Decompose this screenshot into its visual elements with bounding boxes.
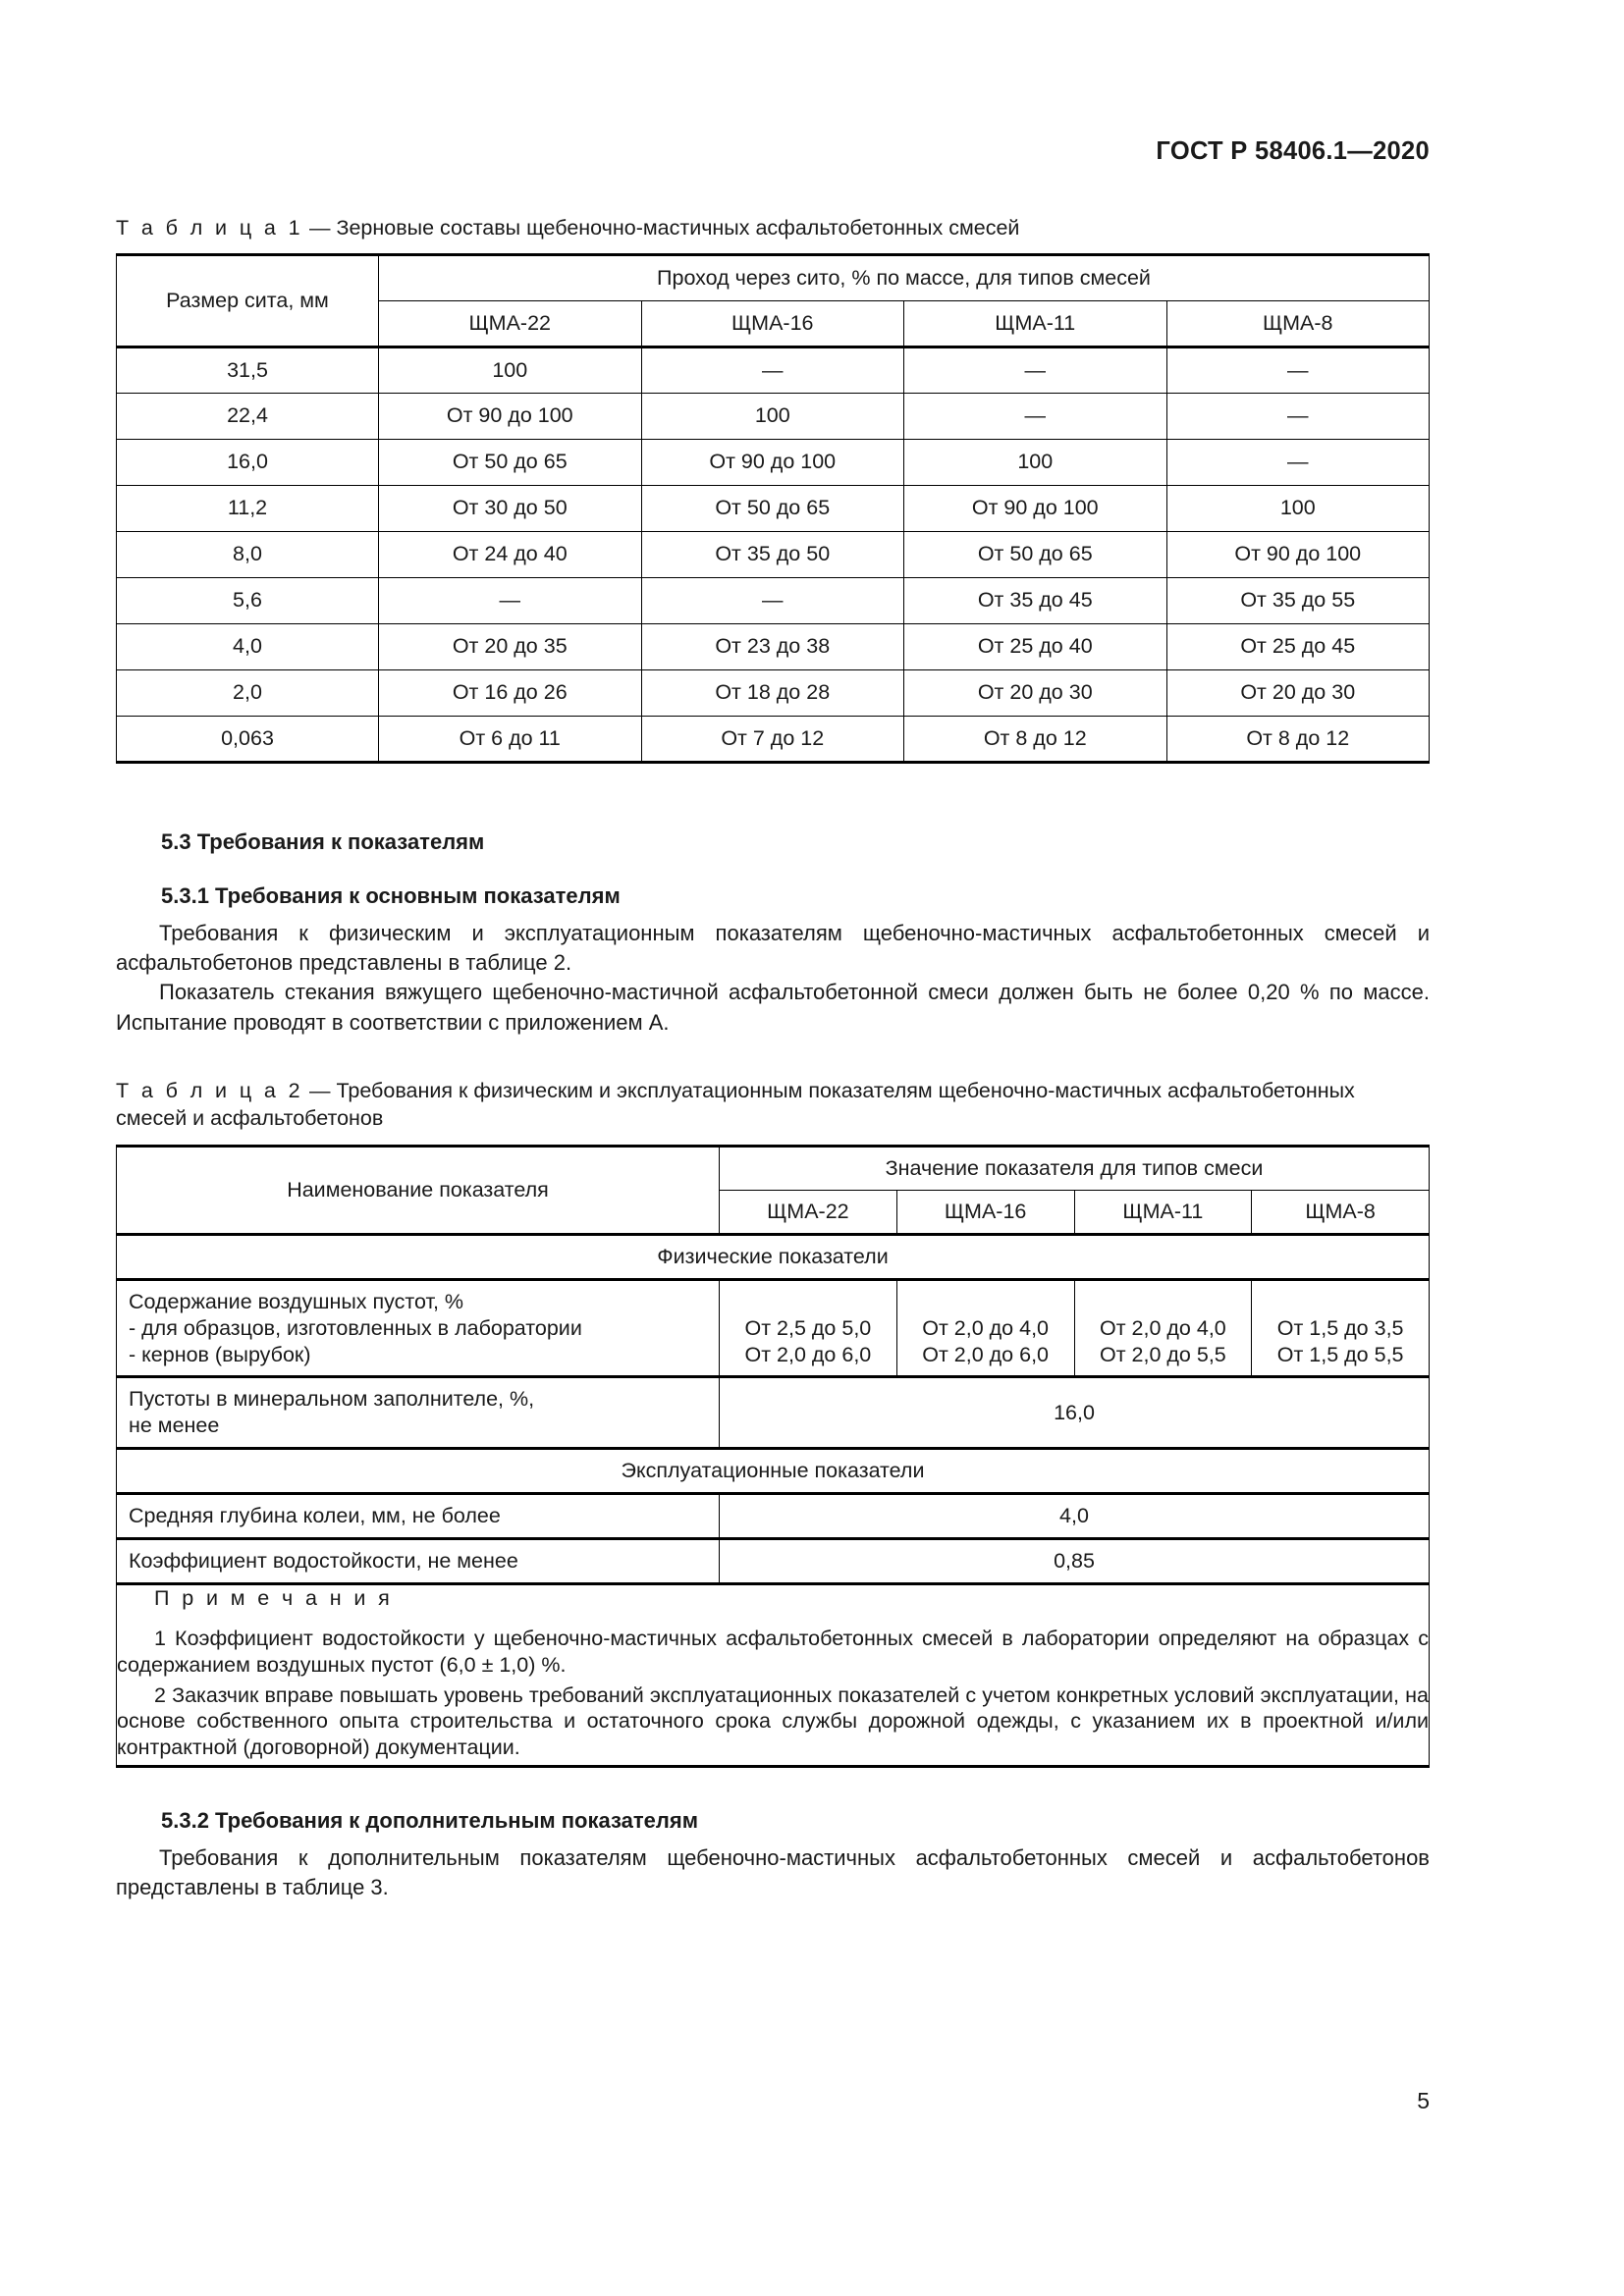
table1-cell: От 90 до 100 [641, 440, 904, 486]
note-1: 1 Коэффициент водостойкости у щебеночно-мастичных асфальтобетонных смесей в лаборатории определяют на образцах с содержанием воздушных пустот (6,0 ± 1,0) %. [117, 1626, 1429, 1677]
table-row [117, 532, 1430, 578]
table1-cell: — [904, 347, 1167, 394]
table2-cell-air-voids-0 [720, 1279, 897, 1377]
table1-cell: От 18 до 28 [641, 670, 904, 717]
table1-cell: — [1166, 394, 1430, 440]
table-row [117, 255, 1430, 301]
table1-sieve: 11,2 [117, 486, 379, 532]
vma-line2: не менее [129, 1414, 220, 1438]
table1-cell: От 7 до 12 [641, 717, 904, 763]
notes-title: П р и м е ч а н и я [154, 1585, 394, 1610]
air-voids-core-1: От 2,0 до 6,0 [922, 1342, 1050, 1366]
page-number: 5 [1417, 2088, 1430, 2113]
table2-row-air-voids-name [117, 1279, 720, 1377]
page-header-standard-number: ГОСТ Р 58406.1—2020 [1156, 137, 1430, 165]
table1-cell: — [641, 578, 904, 624]
table1-header-mix-3: ЩМА-8 [1166, 301, 1430, 347]
note-2: 2 Заказчик вправе повышать уровень требований эксплуатационных показателей с учетом конкретных условий эксплуатации, на основе собственного опыта строительства и остаточного срока службы дорожной одежды, с указанием их в проектной и/или контрактной (договорной) документации. [117, 1682, 1429, 1760]
table-row [117, 1234, 1430, 1279]
table1-cell: От 6 до 11 [379, 717, 642, 763]
section-53-block [161, 828, 1430, 910]
table1-header-mix-1: ЩМА-16 [641, 301, 904, 347]
vma-line1: Пустоты в минеральном заполнителе, %, [129, 1387, 535, 1412]
spacer [161, 857, 1430, 882]
table2-header-indicator-name: Наименование показателя [117, 1146, 720, 1234]
air-voids-lab-3: От 1,5 до 3,5 [1276, 1315, 1404, 1340]
table2-notes [117, 1583, 1430, 1766]
table-physical-operational-requirements [116, 1145, 1430, 1768]
table-grain-composition [116, 253, 1430, 764]
heading-5-3-2: 5.3.2 Требования к дополнительным показателям [161, 1808, 698, 1834]
table-row [117, 578, 1430, 624]
section-532-block [161, 1807, 1430, 1836]
table-row [117, 347, 1430, 394]
table-row [117, 1583, 1430, 1766]
table-row [117, 624, 1430, 670]
table1-cell: — [904, 394, 1167, 440]
table-row [117, 1377, 1430, 1449]
table2-section-operational: Эксплуатационные показатели [117, 1449, 1430, 1494]
table1-sieve: 4,0 [117, 624, 379, 670]
table2-header-mix-2: ЩМА-11 [1074, 1190, 1252, 1234]
spacer [116, 1768, 1430, 1807]
table-row [117, 1279, 1430, 1377]
paragraph-5-3-1-intro: Требования к физическим и эксплуатационным показателям щебеночно-мастичных асфальтобетонных смесей и асфальтобетонов представлены в таблице 2. [116, 920, 1430, 975]
table-row [117, 394, 1430, 440]
table2-cell-air-voids-2 [1074, 1279, 1252, 1377]
table2-cell-rut-value: 4,0 [720, 1494, 1430, 1539]
air-voids-core-3: От 1,5 до 5,5 [1276, 1342, 1404, 1366]
table2-header-mix-0: ЩМА-22 [720, 1190, 897, 1234]
table-row [117, 1146, 1430, 1190]
table1-caption-text: — Зерновые составы щебеночно-мастичных асфальтобетонных смесей [303, 216, 1020, 240]
table1-cell: 100 [641, 394, 904, 440]
table1-sieve: 31,5 [117, 347, 379, 394]
table1-sieve: 16,0 [117, 440, 379, 486]
table1-cell: От 23 до 38 [641, 624, 904, 670]
table1-header-mix-0: ЩМА-22 [379, 301, 642, 347]
table1-cell: От 90 до 100 [1166, 532, 1430, 578]
air-voids-lab-1: От 2,0 до 4,0 [922, 1315, 1050, 1340]
table1-sieve: 22,4 [117, 394, 379, 440]
table1-cell: От 25 до 45 [1166, 624, 1430, 670]
table1-cell: — [1166, 440, 1430, 486]
table1-cell: От 35 до 50 [641, 532, 904, 578]
table1-sieve: 5,6 [117, 578, 379, 624]
table-row [117, 1494, 1430, 1539]
table-row [117, 486, 1430, 532]
table1-cell: От 20 до 35 [379, 624, 642, 670]
spacer [116, 764, 1430, 803]
spacer [116, 1038, 1430, 1077]
table1-cell: От 8 до 12 [904, 717, 1167, 763]
table2-section-physical: Физические показатели [117, 1234, 1430, 1279]
air-voids-core-0: От 2,0 до 6,0 [744, 1342, 872, 1366]
table-row [117, 440, 1430, 486]
paragraph-5-3-2-intro: Требования к дополнительным показателям щебеночно-мастичных асфальтобетонных смесей и асфальтобетонов представлены в таблице 3. [116, 1844, 1430, 1900]
table1-cell: От 8 до 12 [1166, 717, 1430, 763]
table2-row-rut-name: Средняя глубина колеи, мм, не более [117, 1494, 720, 1539]
table2-caption-text: — Требования к физическим и эксплуатационным показателям щебеночно-мастичных асфальтобетонных смесей и асфальтобетонов [116, 1079, 1355, 1131]
table1-cell: От 20 до 30 [1166, 670, 1430, 717]
table1-cell: 100 [1166, 486, 1430, 532]
table1-cell: — [641, 347, 904, 394]
air-voids-sub-core: - кернов (вырубок) [129, 1342, 311, 1366]
spacer [116, 1836, 1430, 1843]
table1-caption-label: Т а б л и ц а 1 [116, 216, 304, 240]
table1-header-mix-2: ЩМА-11 [904, 301, 1167, 347]
table2-cell-vma-value: 16,0 [720, 1377, 1430, 1449]
air-voids-lab-0: От 2,5 до 5,0 [744, 1315, 872, 1340]
table1-cell: От 35 до 55 [1166, 578, 1430, 624]
table-row [117, 1539, 1430, 1584]
table1-cell: От 50 до 65 [904, 532, 1167, 578]
table1-cell: От 24 до 40 [379, 532, 642, 578]
air-voids-lab-2: От 2,0 до 4,0 [1099, 1315, 1226, 1340]
table2-cell-air-voids-1 [896, 1279, 1074, 1377]
table1-cell: От 35 до 45 [904, 578, 1167, 624]
air-voids-core-2: От 2,0 до 5,5 [1099, 1342, 1226, 1366]
table1-cell: 100 [379, 347, 642, 394]
table1-cell: От 25 до 40 [904, 624, 1167, 670]
table1-sieve: 0,063 [117, 717, 379, 763]
table2-row-water-name: Коэффициент водостойкости, не менее [117, 1539, 720, 1584]
table-row [117, 717, 1430, 763]
table1-cell: 100 [904, 440, 1167, 486]
table-row [117, 670, 1430, 717]
table1-cell: От 30 до 50 [379, 486, 642, 532]
table2-caption-label: Т а б л и ц а 2 [116, 1079, 304, 1102]
air-voids-title: Содержание воздушных пустот, % [129, 1289, 464, 1313]
table2-cell-water-value: 0,85 [720, 1539, 1430, 1584]
table1-cell: От 90 до 100 [904, 486, 1167, 532]
table1-cell: От 16 до 26 [379, 670, 642, 717]
table2-header-span: Значение показателя для типов смеси [720, 1146, 1430, 1190]
table2-header-mix-3: ЩМА-8 [1252, 1190, 1430, 1234]
table-row [117, 1449, 1430, 1494]
table2-header-mix-1: ЩМА-16 [896, 1190, 1074, 1234]
heading-5-3: 5.3 Требования к показателям [161, 829, 485, 855]
paragraph-binder-drainage: Показатель стекания вяжущего щебеночно-мастичной асфальтобетонной смеси должен быть не более 0,20 % по массе. Испытание проводят в соответствии с приложением А. [116, 980, 1430, 1035]
table1-header-span: Проход через сито, % по массе, для типов смесей [379, 255, 1430, 301]
table1-caption [116, 214, 1430, 241]
table1-sieve: 2,0 [117, 670, 379, 717]
table2-caption [116, 1077, 1430, 1133]
table1-cell: От 50 до 65 [641, 486, 904, 532]
air-voids-sub-lab: - для образцов, изготовленных в лаборатории [129, 1315, 582, 1340]
table1-cell: — [379, 578, 642, 624]
table1-cell: От 50 до 65 [379, 440, 642, 486]
table2-cell-air-voids-3 [1252, 1279, 1430, 1377]
table1-cell: От 90 до 100 [379, 394, 642, 440]
page-content [116, 214, 1430, 1902]
table1-cell: — [1166, 347, 1430, 394]
spacer [116, 911, 1430, 919]
table1-cell: От 20 до 30 [904, 670, 1167, 717]
table1-header-sieve-size: Размер сита, мм [117, 255, 379, 347]
table2-row-vma-name [117, 1377, 720, 1449]
heading-5-3-1: 5.3.1 Требования к основным показателям [161, 882, 621, 908]
table1-sieve: 8,0 [117, 532, 379, 578]
spacer [116, 803, 1430, 828]
